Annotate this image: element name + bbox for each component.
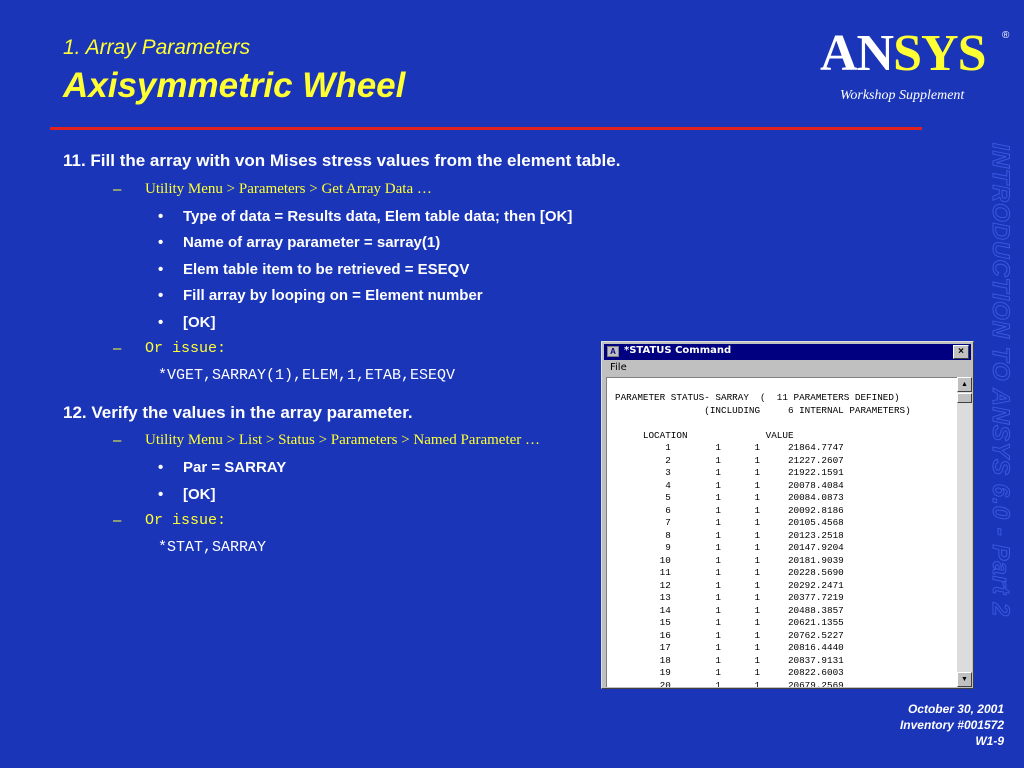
course-side-banner: INTRODUCTION TO ANSYS 6.0 - Part 2 xyxy=(987,143,1014,618)
step-11-heading: 11. Fill the array with von Mises stress values from the element table. xyxy=(63,151,621,170)
status-row: 18 1 1 20837.9131 xyxy=(659,654,844,666)
status-row: 10 1 1 20181.9039 xyxy=(659,554,844,566)
scroll-down-button[interactable] xyxy=(957,672,972,687)
status-row: 8 1 1 20123.2518 xyxy=(665,529,844,541)
close-button[interactable] xyxy=(953,345,969,359)
status-row: 13 1 1 20377.7219 xyxy=(659,592,844,603)
status-row: 20 1 1 20679.2569 xyxy=(615,679,844,687)
status-row: 1 1 1 21864.7747 xyxy=(665,442,844,453)
status-row: 6 1 1 20092.8186 xyxy=(665,504,844,516)
step-11-menu-path: – Utility Menu > Parameters > Get Array Data … xyxy=(113,181,432,198)
chevron-down-icon: ▼ xyxy=(961,676,968,683)
footer-date: October 30, 2001 xyxy=(907,702,1004,716)
step-12-menu-path: – Utility Menu > List > Status > Parameters > Named Parameter … xyxy=(113,432,541,449)
status-output xyxy=(606,377,958,687)
page-title: Axisymmetric Wheel xyxy=(63,66,406,105)
status-command-window xyxy=(601,341,974,689)
step-12-or-issue: – Or issue: xyxy=(113,512,227,529)
title-divider xyxy=(50,127,922,130)
status-text: PARAMETER STATUS- SARRAY ( 11 PARAMETERS DEFINED) (INCLUDING 6 INTERNAL PARAMETERS) LOCATION VALUE 1 1 1 21864.7747 2 1 1 21227.2607 3 1 1 21922.1591 4 1 1 20078.4084 5 1 1 20084.0873 6 1 1 20092.8186 7 1 1 20105.4568 8 1 1 20123.2518 9 1 1 20147.9204 10 1 1 20181.9039 11 1 1 20228.5690 12 1 1 20292.2471 13 1 1 20377.7219 14 1 1 20488.3857 15 1 1 20621.1355 16 1 1 20762.5227 17 1 1 20816.4440 18 1 1 20837.9131 19 1 1 20822.6003 20 1 1 20679.2569 xyxy=(615,392,911,687)
scroll-thumb[interactable] xyxy=(957,393,972,403)
status-row: 12 1 1 20292.2471 xyxy=(659,579,844,591)
section-title: 1. Array Parameters xyxy=(63,36,251,59)
status-row: 14 1 1 20488.3857 xyxy=(659,604,844,616)
window-titlebar[interactable] xyxy=(604,344,971,360)
app-icon: A xyxy=(607,346,619,357)
status-row: 2 1 1 21227.2607 xyxy=(665,454,844,466)
status-row: 4 1 1 20078.4084 xyxy=(665,479,844,491)
vertical-scrollbar[interactable] xyxy=(957,377,972,687)
status-row: 16 1 1 20762.5227 xyxy=(659,629,844,641)
window-menubar xyxy=(604,361,971,376)
status-row: 7 1 1 20105.4568 xyxy=(665,517,844,528)
step-11-or-issue: – Or issue: xyxy=(113,340,227,357)
status-row: 9 1 1 20147.9204 xyxy=(665,542,844,553)
step-11-command: *VGET,SARRAY(1),ELEM,1,ETAB,ESEQV xyxy=(158,367,456,384)
scroll-up-button[interactable] xyxy=(957,377,972,392)
ansys-logo: ANSYS ® xyxy=(820,25,1010,82)
status-row: 3 1 1 21922.1591 xyxy=(665,467,844,478)
status-row: 19 1 1 20822.6003 xyxy=(659,667,844,678)
step-12-heading: 12. Verify the values in the array parameter. xyxy=(63,403,413,422)
status-row: 5 1 1 20084.0873 xyxy=(665,492,844,503)
status-row: 17 1 1 20816.4440 xyxy=(659,642,844,653)
status-row: 15 1 1 20621.1355 xyxy=(659,617,844,628)
workshop-supplement-label: Workshop Supplement xyxy=(840,88,965,103)
footer-page-number: W1-9 xyxy=(975,734,1004,748)
window-title: *STATUS Command xyxy=(624,345,732,356)
chevron-up-icon: ▲ xyxy=(961,381,968,388)
menu-file[interactable]: File xyxy=(610,362,627,373)
close-icon: × xyxy=(958,346,964,357)
step-12-command: *STAT,SARRAY xyxy=(158,539,267,556)
footer-inventory: Inventory #001572 xyxy=(899,718,1004,732)
status-row: 11 1 1 20228.5690 xyxy=(659,567,844,578)
